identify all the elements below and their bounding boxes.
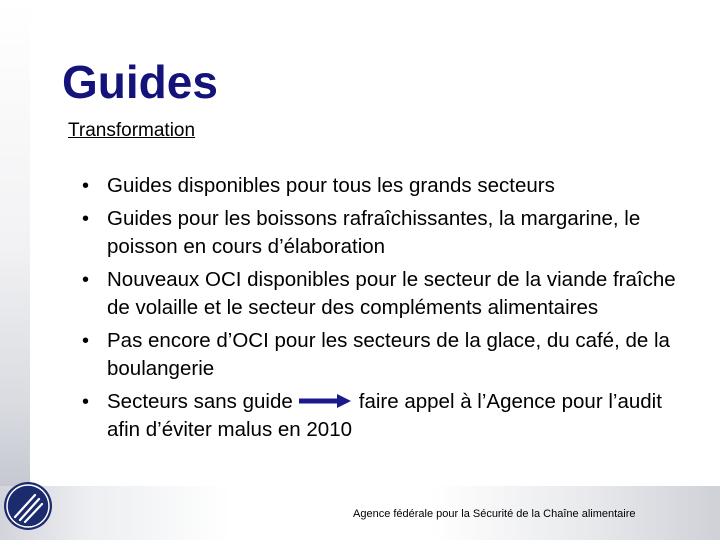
- bullet-dot: •: [82, 268, 90, 291]
- left-decor-band: [0, 0, 30, 540]
- bullet-text: Nouveaux OCI disponibles pour le secteur de la viande fraîche de volaille et le secteur des compléments alimentaires: [107, 267, 676, 319]
- slide-title: Guides: [62, 56, 218, 108]
- bullet-text-after-arrow: faire appel à l’Agence pour l’audit afin d’éviter malus en 2010: [107, 389, 662, 442]
- afsca-logo-icon: [2, 480, 54, 532]
- bullet-item: [82, 172, 692, 201]
- bullet-text-before-arrow: Secteurs sans guide: [107, 389, 293, 413]
- footer-agency-text: Agence fédérale pour la Sécurité de la Chaîne alimentaire: [353, 508, 636, 520]
- slide-subtitle: Transformation: [68, 120, 196, 141]
- bullet-item: [82, 388, 692, 445]
- bullet-item: [82, 266, 692, 323]
- bullet-dot: •: [82, 329, 90, 352]
- bullet-text: Guides pour les boissons rafraîchissantes, la margarine, le poisson en cours d’élaboration: [107, 206, 641, 258]
- bullet-item: [82, 327, 692, 384]
- bullet-item: [82, 205, 692, 262]
- bullet-text: Guides disponibles pour tous les grands secteurs: [107, 174, 555, 197]
- bullet-text: Pas encore d’OCI pour les secteurs de la glace, du café, de la boulangerie: [107, 328, 670, 380]
- right-arrow-icon: [299, 388, 351, 417]
- bullet-dot: •: [82, 207, 90, 230]
- bullet-list: [82, 172, 692, 449]
- bullet-dot: •: [82, 390, 90, 413]
- bullet-dot: •: [82, 175, 90, 197]
